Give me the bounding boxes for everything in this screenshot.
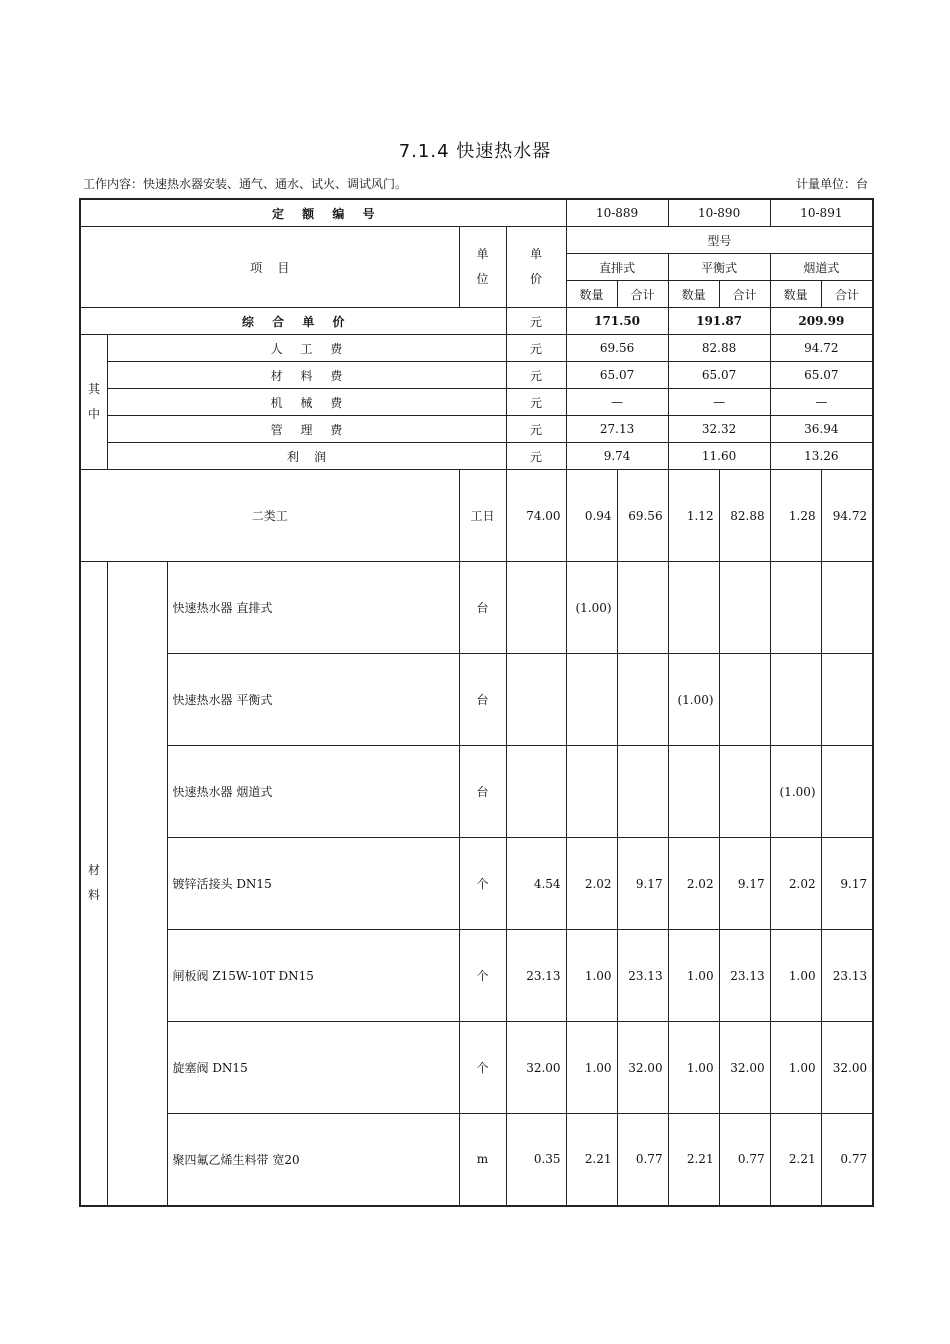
breakdown-row xyxy=(80,362,873,389)
material-cell: 1.00 xyxy=(770,1022,821,1114)
quota-code: 10-890 xyxy=(668,199,770,227)
material-price: 23.13 xyxy=(506,930,566,1022)
material-cell: 2.02 xyxy=(566,838,617,930)
material-cell: 32.00 xyxy=(821,1022,873,1114)
material-cell: 1.00 xyxy=(668,930,719,1022)
material-cell xyxy=(617,746,668,838)
breakdown-unit: 元 xyxy=(506,389,566,416)
labor-cell: 94.72 xyxy=(821,470,873,562)
material-cell: 1.00 xyxy=(668,1022,719,1114)
quota-number-row xyxy=(80,199,873,227)
material-unit: 个 xyxy=(459,838,506,930)
material-cell: 23.13 xyxy=(617,930,668,1022)
breakdown-item: 人 工 费 xyxy=(107,335,506,362)
material-name: 快速热水器 直排式 xyxy=(167,562,459,654)
material-cell xyxy=(719,746,770,838)
material-name: 快速热水器 烟道式 xyxy=(167,746,459,838)
quota-number-label: 定 额 编 号 xyxy=(80,199,566,227)
header-row xyxy=(80,227,873,254)
labor-cell: 0.94 xyxy=(566,470,617,562)
material-price: 0.35 xyxy=(506,1114,566,1206)
unit-header: 单位 xyxy=(459,227,506,308)
breakdown-value: 27.13 xyxy=(566,416,668,443)
material-cell xyxy=(566,746,617,838)
material-price: 32.00 xyxy=(506,1022,566,1114)
material-price xyxy=(506,562,566,654)
material-row xyxy=(80,1114,873,1206)
material-cell: 1.00 xyxy=(770,930,821,1022)
material-cell: 0.77 xyxy=(617,1114,668,1206)
material-name: 镀锌活接头 DN15 xyxy=(167,838,459,930)
material-cell xyxy=(770,654,821,746)
material-cell: 2.21 xyxy=(566,1114,617,1206)
material-cell: (1.00) xyxy=(668,654,719,746)
composite-value: 191.87 xyxy=(668,308,770,335)
material-price xyxy=(506,654,566,746)
material-unit: 台 xyxy=(459,654,506,746)
breakdown-value: 94.72 xyxy=(770,335,873,362)
quota-code: 10-891 xyxy=(770,199,873,227)
material-cell: 0.77 xyxy=(821,1114,873,1206)
model-name: 烟道式 xyxy=(770,254,873,281)
material-unit: 台 xyxy=(459,562,506,654)
model-name: 直排式 xyxy=(566,254,668,281)
breakdown-value: — xyxy=(770,389,873,416)
material-cell xyxy=(617,562,668,654)
material-unit: 个 xyxy=(459,1022,506,1114)
sum-header: 合计 xyxy=(719,281,770,308)
material-cell xyxy=(719,562,770,654)
material-cell: 2.02 xyxy=(770,838,821,930)
breakdown-label: 其中 xyxy=(80,335,107,470)
breakdown-value: 9.74 xyxy=(566,443,668,470)
item-header: 项 目 xyxy=(80,227,459,308)
labor-row xyxy=(80,470,873,562)
material-cell: (1.00) xyxy=(770,746,821,838)
material-cell: 23.13 xyxy=(821,930,873,1022)
material-cell xyxy=(668,746,719,838)
material-name: 旋塞阀 DN15 xyxy=(167,1022,459,1114)
material-unit: 台 xyxy=(459,746,506,838)
page-title: 7.1.4 快速热水器 xyxy=(398,141,552,162)
sum-header: 合计 xyxy=(617,281,668,308)
model-name: 平衡式 xyxy=(668,254,770,281)
breakdown-item: 利 润 xyxy=(107,443,506,470)
breakdown-item: 机 械 费 xyxy=(107,389,506,416)
labor-cell: 69.56 xyxy=(617,470,668,562)
material-cell xyxy=(821,654,873,746)
material-cell xyxy=(566,654,617,746)
material-cell: 0.77 xyxy=(719,1114,770,1206)
breakdown-value: 11.60 xyxy=(668,443,770,470)
composite-unit: 元 xyxy=(506,308,566,335)
material-name: 快速热水器 平衡式 xyxy=(167,654,459,746)
material-cell xyxy=(821,746,873,838)
material-cell: 2.21 xyxy=(770,1114,821,1206)
labor-label: 二类工 xyxy=(80,470,459,562)
material-row xyxy=(80,562,873,654)
material-price xyxy=(506,746,566,838)
material-cell: 9.17 xyxy=(821,838,873,930)
breakdown-unit: 元 xyxy=(506,443,566,470)
material-cell xyxy=(719,654,770,746)
material-cell: 9.17 xyxy=(719,838,770,930)
material-cell: 2.02 xyxy=(668,838,719,930)
labor-cell: 1.12 xyxy=(668,470,719,562)
breakdown-value: 65.07 xyxy=(668,362,770,389)
material-cell xyxy=(770,562,821,654)
breakdown-value: — xyxy=(668,389,770,416)
breakdown-value: 82.88 xyxy=(668,335,770,362)
material-cell: 23.13 xyxy=(719,930,770,1022)
breakdown-unit: 元 xyxy=(506,362,566,389)
material-cell xyxy=(668,562,719,654)
composite-label: 综 合 单 价 xyxy=(80,308,506,335)
material-cell: (1.00) xyxy=(566,562,617,654)
breakdown-row xyxy=(80,443,873,470)
material-cell: 1.00 xyxy=(566,1022,617,1114)
unit-note: 计量单位：台 xyxy=(795,177,868,191)
breakdown-unit: 元 xyxy=(506,335,566,362)
breakdown-value: 36.94 xyxy=(770,416,873,443)
labor-cell: 1.28 xyxy=(770,470,821,562)
breakdown-value: 69.56 xyxy=(566,335,668,362)
breakdown-row xyxy=(80,389,873,416)
materials-label: 材料 xyxy=(80,562,107,1206)
breakdown-value: 32.32 xyxy=(668,416,770,443)
material-row xyxy=(80,930,873,1022)
breakdown-value: 65.07 xyxy=(770,362,873,389)
material-row xyxy=(80,838,873,930)
material-row xyxy=(80,654,873,746)
breakdown-row xyxy=(80,416,873,443)
material-row xyxy=(80,1022,873,1114)
material-price: 4.54 xyxy=(506,838,566,930)
qty-header: 数量 xyxy=(566,281,617,308)
materials-spacer xyxy=(107,562,167,1206)
breakdown-item: 材 料 费 xyxy=(107,362,506,389)
material-cell: 1.00 xyxy=(566,930,617,1022)
material-cell xyxy=(821,562,873,654)
composite-value: 209.99 xyxy=(770,308,873,335)
price-header: 单价 xyxy=(506,227,566,308)
material-cell: 32.00 xyxy=(617,1022,668,1114)
qty-header: 数量 xyxy=(668,281,719,308)
material-row xyxy=(80,746,873,838)
breakdown-value: 65.07 xyxy=(566,362,668,389)
composite-value: 171.50 xyxy=(566,308,668,335)
breakdown-value: — xyxy=(566,389,668,416)
breakdown-row xyxy=(80,335,873,362)
sum-header: 合计 xyxy=(821,281,873,308)
material-cell: 32.00 xyxy=(719,1022,770,1114)
material-cell: 9.17 xyxy=(617,838,668,930)
breakdown-item: 管 理 费 xyxy=(107,416,506,443)
work-content: 工作内容：快速热水器安装、通气、通水、试火、调试风门。 xyxy=(83,177,408,191)
material-name: 聚四氟乙烯生料带 宽20 xyxy=(167,1114,459,1206)
quota-table xyxy=(79,198,874,1207)
material-name: 闸板阀 Z15W-10T DN15 xyxy=(167,930,459,1022)
material-cell: 2.21 xyxy=(668,1114,719,1206)
labor-unit: 工日 xyxy=(459,470,506,562)
qty-header: 数量 xyxy=(770,281,821,308)
material-unit: 个 xyxy=(459,930,506,1022)
quota-code: 10-889 xyxy=(566,199,668,227)
labor-price: 74.00 xyxy=(506,470,566,562)
composite-row xyxy=(80,308,873,335)
material-unit: m xyxy=(459,1114,506,1206)
material-cell xyxy=(617,654,668,746)
breakdown-value: 13.26 xyxy=(770,443,873,470)
labor-cell: 82.88 xyxy=(719,470,770,562)
model-header: 型号 xyxy=(566,227,873,254)
breakdown-unit: 元 xyxy=(506,416,566,443)
